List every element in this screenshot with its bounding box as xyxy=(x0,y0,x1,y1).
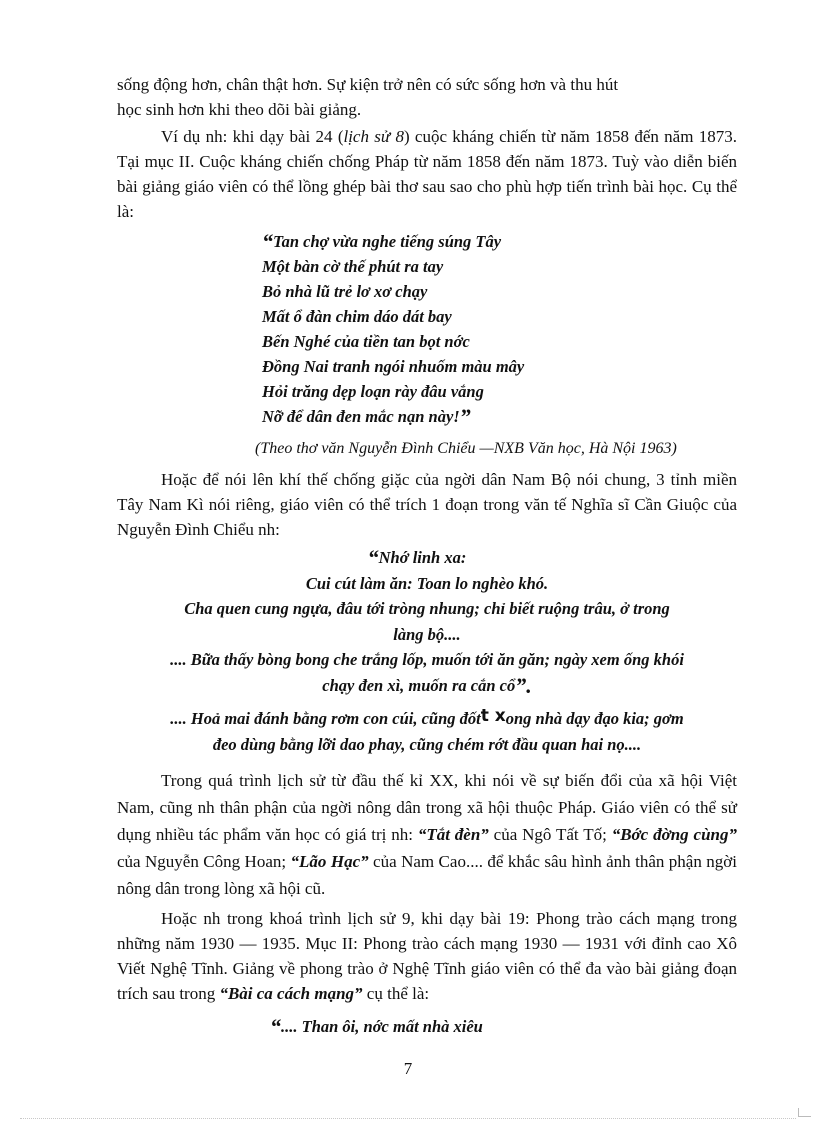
excerpt-block xyxy=(117,545,737,757)
paragraph-line: học sinh hơn khi theo dõi bài giảng. xyxy=(117,100,362,119)
text-run: ) cuộc kháng chiến từ năm 1858 đến năm 1873. Tại mục II. Cuộc kháng chiến chống Pháp từ năm 1858 đến năm 1873. Tuỳ vào diễn biến bài giảng giáo viên có thể lồng ghép bài thơ sau sao cho phù hợp tiến trình bài học. Cụ thể là: xyxy=(117,127,737,221)
page-number: 7 xyxy=(403,1059,413,1078)
open-quote: “ xyxy=(262,229,273,254)
poem-line: Bến Nghé của tiền tan bọt nớc xyxy=(262,332,470,351)
excerpt-line: đeo dùng bằng lỡi dao phay, cũng chém rớt đầu quan hai nọ.... xyxy=(212,734,642,754)
work-title: “Bài ca cách mạng” xyxy=(219,984,363,1003)
text-run: của Ngô Tất Tố; xyxy=(488,825,612,844)
poem-line: Bỏ nhà lũ trẻ lơ xơ chạy xyxy=(262,282,428,301)
page-corner-mark xyxy=(798,1108,811,1117)
work-title: “Bớc đờng cùng” xyxy=(611,825,737,844)
book-reference: lịch sử 8 xyxy=(343,127,404,146)
text-run: cụ thể là: xyxy=(362,984,430,1003)
stray-characters: t x xyxy=(480,706,506,726)
work-title: “Tắt đèn” xyxy=(417,825,489,844)
paragraph-nghe-tinh xyxy=(117,906,737,1006)
paragraph-literature xyxy=(117,767,737,902)
excerpt-line: Cha quen cung ngựa, đâu tới tròng nhung; chỉ biết ruộng trâu, ở trong xyxy=(184,599,670,618)
poem-line: “Tan chợ vừa nghe tiếng súng Tây xyxy=(262,229,502,254)
poem-block xyxy=(262,229,524,429)
paragraph-continuation xyxy=(117,72,737,122)
poem-block-2 xyxy=(270,1014,483,1039)
text-run: Trong quá trình lịch sử từ đầu thế kỉ XX, khi nói về sự biến đổi của xã hội Việt Nam, cũng nh thân phận của ngời nông dân trong xã hội thuộc Pháp. Giáo viên có thể sử dụng nhiều tác phẩm văn học có giá trị nh: xyxy=(117,771,737,844)
excerpt-line: Cui cút làm ăn: Toan lo nghèo khó. xyxy=(305,573,549,593)
excerpt-line: “Nhớ linh xa: xyxy=(367,545,467,570)
text-run: của Nguyễn Công Hoan; xyxy=(117,852,291,871)
excerpt-line: làng bộ.... xyxy=(393,624,461,644)
text-run: Ví dụ nh: khi dạy bài 24 ( xyxy=(161,127,344,146)
poem-line: “.... Than ôi, nớc mất nhà xiêu xyxy=(270,1014,483,1039)
poem-source-citation: (Theo thơ văn Nguyễn Đình Chiểu —NXB Văn học, Hà Nội 1963) xyxy=(255,440,677,457)
open-quote: “ xyxy=(367,545,379,570)
text-run: Hoặc nh trong khoá trình lịch sử 9, khi dạy bài 19: Phong trào cách mạng trong những năm 1930 — 1935. Mục II: Phong trào cách mạng 1930 — 1931 với đỉnh cao Xô Viết Nghệ Tĩnh. Giảng về phong trào ở Nghệ Tĩnh giáo viên có thể đa vào bài giảng đoạn trích sau trong xyxy=(117,909,737,1003)
text-run: của Nam Cao.... để khắc sâu hình ảnh thân phận ngời nông dân trong lòng xã hội cũ. xyxy=(117,852,737,898)
paragraph-intro-excerpt: Hoặc để nói lên khí thế chống giặc của ngời dân Nam Bộ nói chung, 3 tỉnh miền Tây Nam Kì nói riêng, giáo viên có thể trích 1 đoạn trong văn tế Nghĩa sĩ Cần Giuộc của Nguyễn Đình Chiểu nh: xyxy=(117,470,737,539)
paragraph-line: sống động hơn, chân thật hơn. Sự kiện trở nên có sức sống hơn và thu hút xyxy=(117,75,619,94)
close-quote: ” xyxy=(459,404,471,429)
work-title: “Lão Hạc” xyxy=(290,852,369,871)
poem-line: Nỡ để dân đen mắc nạn này!” xyxy=(262,404,471,429)
close-quote: ”. xyxy=(515,672,532,698)
open-quote: “ xyxy=(270,1014,281,1039)
footer-divider xyxy=(20,1118,796,1119)
excerpt-line: .... Bữa thấy bòng bong che trắng lốp, muốn tới ăn găn; ngày xem ống khói xyxy=(170,650,684,669)
poem-line: Đồng Nai tranh ngói nhuốm màu mây xyxy=(262,357,525,376)
excerpt-line: .... Hoả mai đánh bằng rơm con cúi, cũng đốtt xong nhà dạy đạo kia; gơm xyxy=(170,706,684,728)
poem-line: Một bàn cờ thế phút ra tay xyxy=(262,257,444,276)
paragraph-example xyxy=(117,124,737,224)
poem-line: Mất ổ đàn chim dáo dát bay xyxy=(262,307,452,326)
excerpt-line: chạy đen xì, muốn ra cắn cổ”. xyxy=(322,672,532,698)
poem-line: Hỏi trăng dẹp loạn rày đâu vắng xyxy=(262,382,484,401)
